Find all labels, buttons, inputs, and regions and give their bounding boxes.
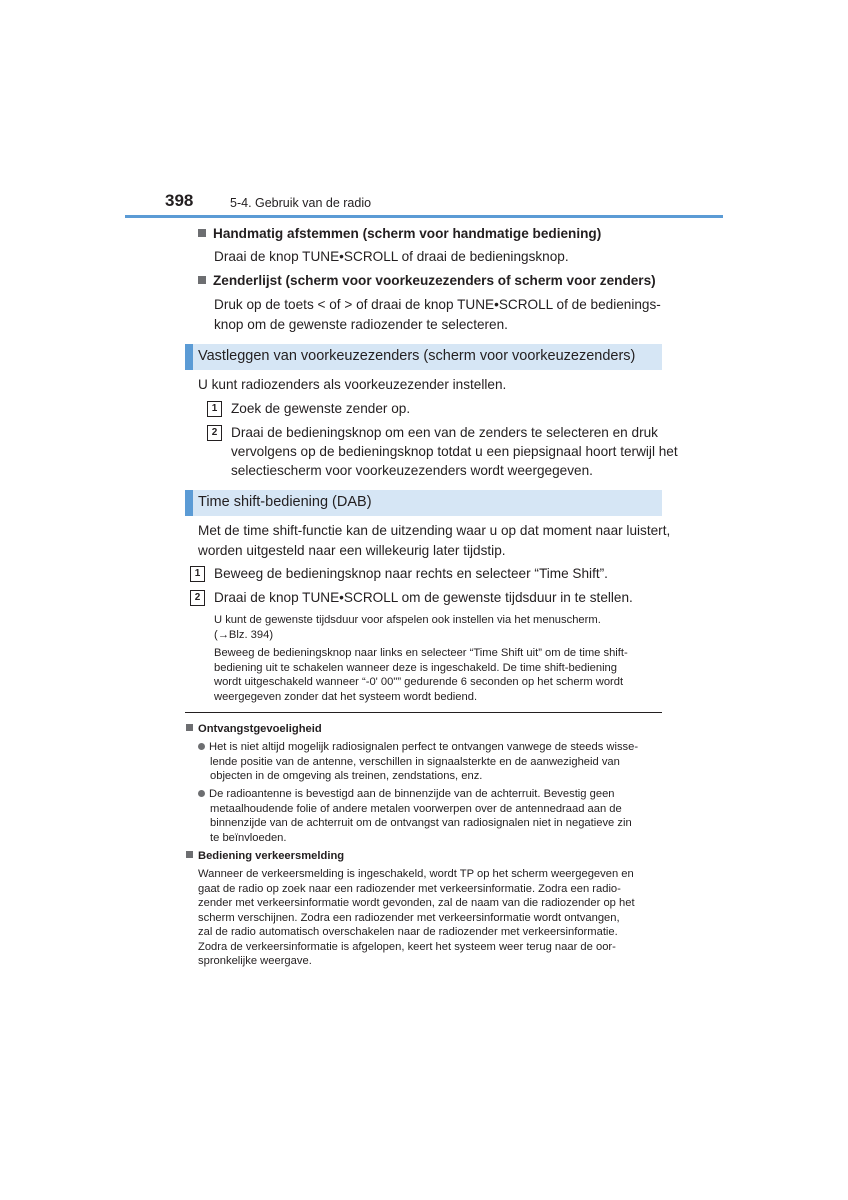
time-shift-section-title: Time shift-bediening (DAB) [198,494,372,510]
header-rule [125,215,723,218]
traffic-line: zal de radio automatisch overschakelen naar de radiozender met verkeersinformatie. [198,926,618,938]
square-bullet-icon [186,851,193,858]
notes-divider [185,712,662,713]
square-bullet-icon [186,724,193,731]
bullet-line: metaalhoudende folie of andere metalen voorwerpen over de antennedraad aan de [210,802,622,815]
note-line: bediening uit te schakelen wanneer deze is ingeschakeld. De time shift-bediening [214,661,618,674]
note-line: U kunt de gewenste tijdsduur voor afspelen ook instellen via het menuscherm. [214,614,601,626]
traffic-line: spronkelijke weergave. [198,955,312,967]
step-number-box: 2 [190,590,205,606]
note-line: Beweeg de bedieningsknop naar links en selecteer “Time Shift uit” om de time shift- [214,647,628,659]
station-list-text-1: Druk op de toets < of > of draai de knop TUNE•SCROLL of de bedienings- [214,297,661,312]
bullet-line: te beïnvloeden. [210,831,287,844]
traffic-heading-text: Bediening verkeersmelding [198,850,345,862]
presets-step-2-line-3: selectiescherm voor voorkeuzezenders wordt weergegeven. [231,463,593,478]
bullet-line: binnenzijde van de achterruit om de ontvangst van radiosignalen niet in negatieve zin [210,817,632,829]
manual-tuning-heading-text: Handmatig afstemmen (scherm voor handmatige bediening) [213,226,602,241]
presets-intro: U kunt radiozenders als voorkeuzezender instellen. [198,377,507,392]
square-bullet-icon [198,276,206,284]
manual-tuning-heading [198,224,601,244]
step-number-box: 1 [190,566,205,582]
manual-tuning-text: Draai de knop TUNE•SCROLL of draai de bedieningsknop. [214,249,569,264]
note-line: (→Blz. 394) [214,628,274,641]
traffic-line: gaat de radio op zoek naar een radiozender met verkeersinformatie. Zodra een radio- [198,882,621,895]
step-number-box: 1 [207,401,222,417]
time-shift-intro-2: worden uitgesteld naar een willekeurig later tijdstip. [198,543,506,558]
reception-heading [186,722,322,737]
time-shift-step-2: Draai de knop TUNE•SCROLL om de gewenste tijdsduur in te stellen. [214,590,633,605]
station-list-heading-text: Zenderlijst (scherm voor voorkeuzezenders of scherm voor zenders) [213,273,656,288]
reception-heading-text: Ontvangstgevoeligheid [198,723,322,735]
step-number-box: 2 [207,425,222,441]
station-list-text-2: knop om de gewenste radiozender te selecteren. [214,317,508,332]
time-shift-step-1: Beweeg de bedieningsknop naar rechts en selecteer “Time Shift”. [214,566,608,581]
time-shift-note-1 [214,613,658,642]
bullet-line: lende positie van de antenne, verschillen in signaalsterkte en de aanwezigheid van [210,755,620,768]
round-bullet-icon [198,790,205,797]
square-bullet-icon [198,229,206,237]
presets-step-2-line-2: vervolgens op de bedieningsknop totdat u een piepsignaal hoort terwijl het [231,444,678,459]
station-list-heading [198,271,656,291]
traffic-line: scherm verschijnen. Zodra een radiozender met verkeersinformatie wordt ontvangen, [198,911,620,924]
note-line: weergegeven zonder dat het systeem wordt bediend. [214,690,478,703]
page-number: 398 [165,191,194,210]
traffic-heading [186,849,344,864]
bullet-line: objecten in de omgeving als treinen, zendstations, enz. [210,770,483,782]
note-line: wordt uitgeschakeld wanneer “-0' 00"” gedurende 6 seconden op het scherm wordt [214,676,624,688]
round-bullet-icon [198,743,205,750]
bullet-line: De radioantenne is bevestigd aan de binnenzijde van de achterruit. Bevestig geen [209,788,615,800]
time-shift-note-2 [214,646,658,704]
presets-step-2-line-1: Draai de bedieningsknop om een van de zenders te selecteren en druk [231,425,658,440]
traffic-line: zender met verkeersinformatie wordt gevonden, zal de naam van die radiozender op het [198,897,635,909]
traffic-line: Zodra de verkeersinformatie is afgelopen, keert het systeem weer terug naar de oor- [198,940,616,953]
reception-bullet-1 [198,740,664,784]
traffic-line: Wanneer de verkeersmelding is ingeschakeld, wordt TP op het scherm weergegeven en [198,868,634,880]
reception-bullet-2 [198,787,664,845]
bullet-line: Het is niet altijd mogelijk radiosignalen perfect te ontvangen vanwege de steeds wisse- [209,741,639,753]
chapter-title: 5-4. Gebruik van de radio [230,196,372,210]
presets-section-title: Vastleggen van voorkeuzezenders (scherm voor voorkeuzezenders) [198,348,636,364]
time-shift-intro-1: Met de time shift-functie kan de uitzending waar u op dat moment naar luistert, [198,523,671,538]
traffic-text [198,867,664,969]
presets-step-1: Zoek de gewenste zender op. [231,401,411,416]
presets-section-bar [185,344,662,370]
time-shift-section-bar [185,490,662,516]
